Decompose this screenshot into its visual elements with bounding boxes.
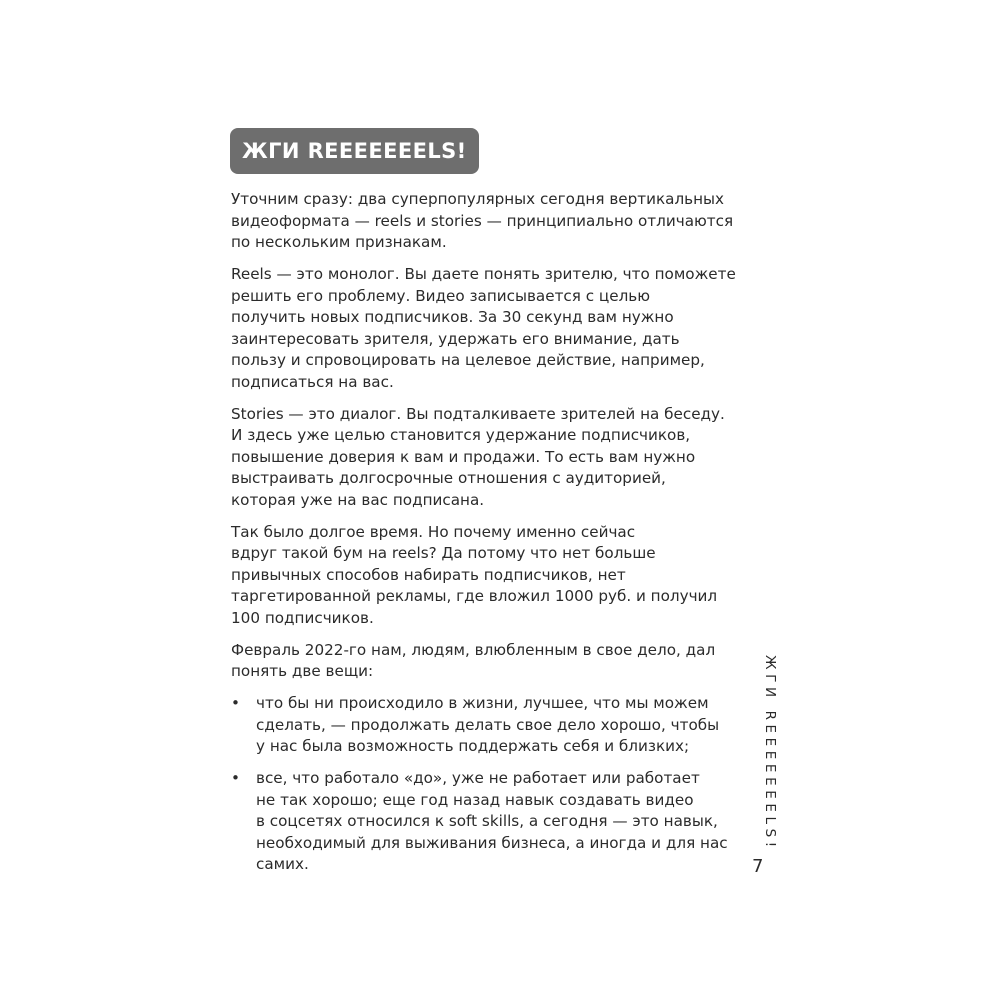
text-line: по нескольким признакам.	[231, 233, 447, 251]
text-line: 100 подписчиков.	[231, 608, 374, 627]
bullet-item-2	[231, 768, 731, 876]
bullet-marker: •	[231, 694, 240, 712]
text-line: сделать, — продолжать делать свое дело хорошо, чтобы	[256, 715, 720, 734]
text-line: таргетированной рекламы, где вложил 1000 руб. и получил	[231, 587, 718, 605]
text-line: все, что работало «до», уже не работает или работает	[256, 769, 700, 787]
text-line: получить новых подписчиков. За 30 секунд вам нужно	[231, 308, 674, 326]
bullet-list	[231, 693, 731, 876]
paragraph-3	[231, 404, 731, 512]
text-line: привычных способов набирать подписчиков, нет	[231, 565, 626, 584]
text-line: И здесь уже целью становится удержание подписчиков,	[231, 426, 691, 444]
text-line: пользу и спровоцировать на целевое действие, например,	[231, 351, 705, 369]
text-line: которая уже на вас подписана.	[231, 490, 485, 509]
running-head-text: ЖГИ REEEEEEELS!	[762, 655, 778, 852]
text-line: у нас была возможность поддержать себя и близких;	[256, 737, 690, 755]
text-line: Уточним сразу: два суперпопулярных сегодня вертикальных	[231, 190, 725, 208]
text-line: заинтересовать зрителя, удержать его внимание, дать	[231, 329, 680, 348]
paragraph-5	[231, 640, 731, 683]
text-line: подписаться на вас.	[231, 372, 394, 391]
text-line: Февраль 2022-го нам, людям, влюбленным в свое дело, дал	[231, 640, 716, 659]
paragraph-1	[231, 189, 734, 254]
text-line: выстраивать долгосрочные отношения с аудиторией,	[231, 469, 666, 487]
text-line: вдруг такой бум на reels? Да потому что нет больше	[231, 544, 656, 562]
paragraph-4	[231, 522, 731, 630]
text-line: повышение доверия к вам и продажи. То есть вам нужно	[231, 447, 696, 466]
text-line: Reels — это монолог. Вы даете понять зрителю, что поможете	[231, 265, 736, 283]
text-line: понять две вещи:	[231, 662, 374, 680]
text-line: самих.	[256, 855, 309, 873]
page-body	[231, 189, 736, 886]
chapter-title: ЖГИ REEEEEEELS!	[242, 139, 467, 163]
running-head	[750, 655, 782, 852]
text-line: видеоформата — reels и stories — принципиально отличаются	[231, 211, 734, 230]
text-line: Stories — это диалог. Вы подталкиваете зрителей на беседу.	[231, 404, 725, 423]
page-number: 7	[752, 856, 764, 877]
bullet-marker: •	[231, 769, 240, 787]
text-line: что бы ни происходило в жизни, лучшее, что мы можем	[256, 694, 709, 712]
text-line: необходимый для выживания бизнеса, а иногда и для нас	[256, 833, 728, 852]
text-line: не так хорошо; еще год назад навык создавать видео	[256, 790, 694, 809]
chapter-title-badge	[230, 128, 479, 174]
text-line: Так было долгое время. Но почему именно сейчас	[231, 522, 636, 541]
text-line: решить его проблему. Видео записывается с целью	[231, 286, 651, 305]
paragraph-2	[231, 264, 736, 393]
bullet-item-1	[231, 693, 731, 758]
text-line: в соцсетях относился к soft skills, а сегодня — это навык,	[256, 812, 718, 830]
